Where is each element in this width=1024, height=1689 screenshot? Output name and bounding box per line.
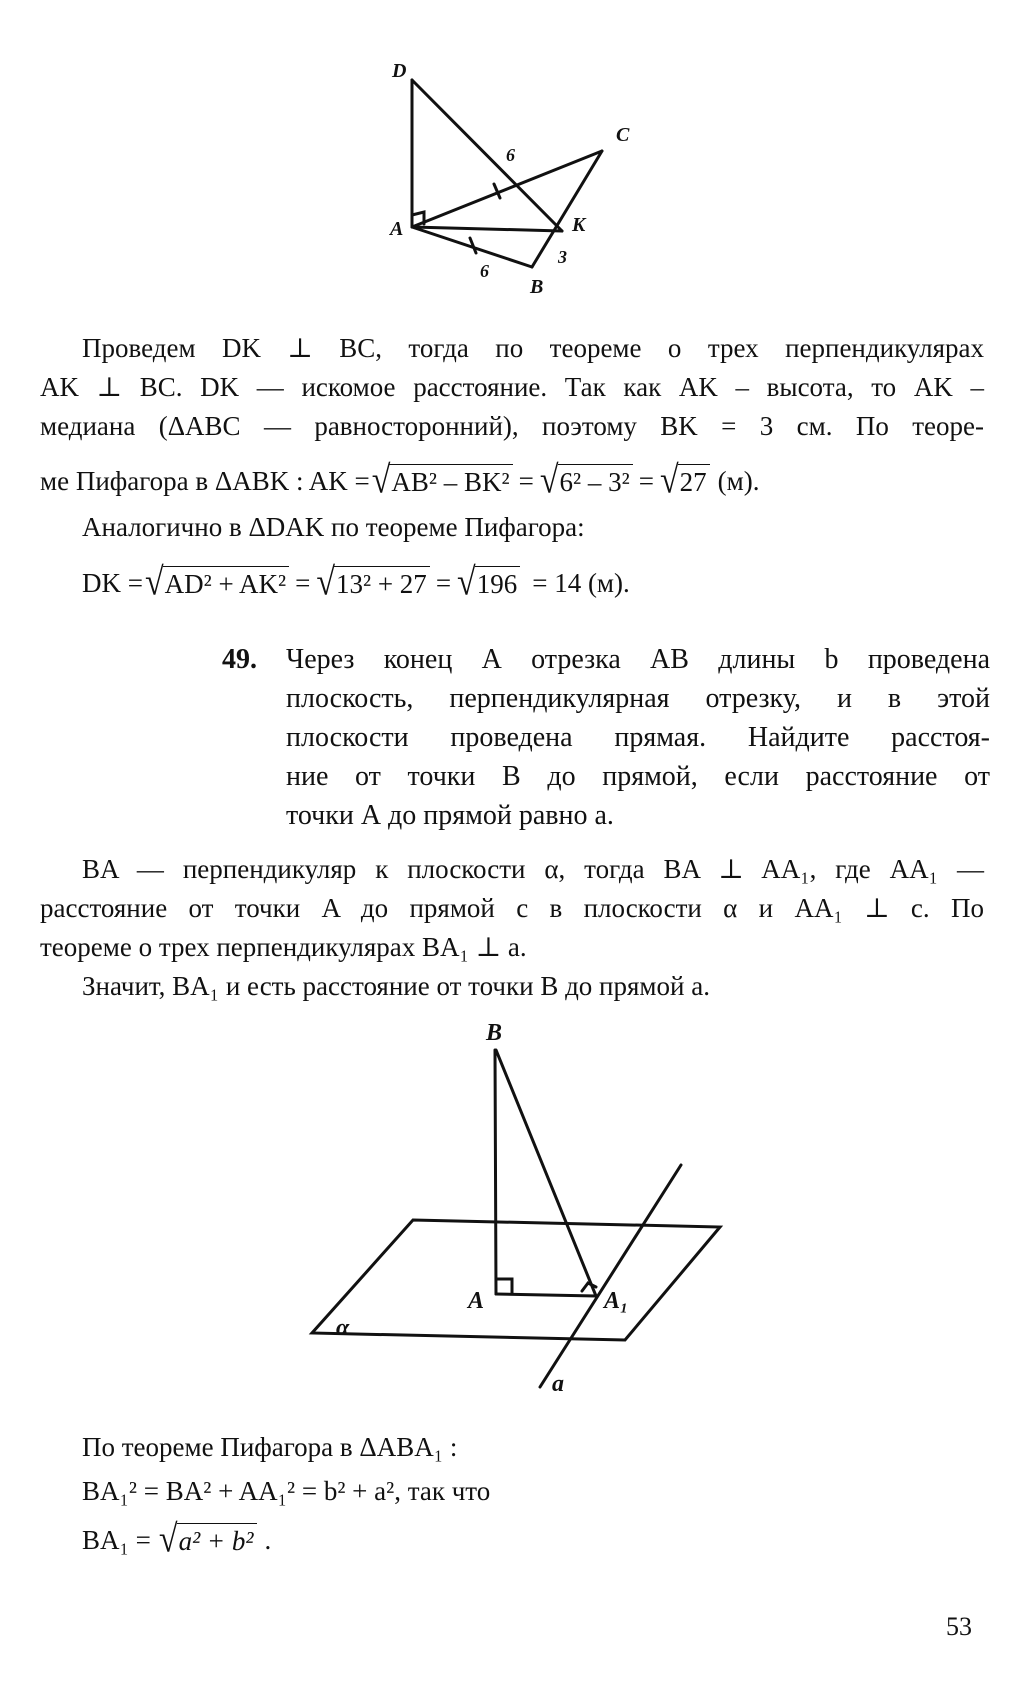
figure-plane	[300, 1015, 730, 1405]
problem-line: плоскости проведена прямая. Найдите расстоя-	[286, 722, 990, 753]
problem-line: Через конец А отрезка АВ длины b проведена	[286, 644, 990, 675]
sqrt-6-3: √ 6² – 3²	[540, 464, 633, 498]
problem-line: плоскость, перпендикулярная отрезку, и в этой	[286, 683, 990, 714]
sqrt-ad-ak: √ AD² + AK²	[145, 566, 289, 600]
formula-suffix: = 14 (м).	[532, 567, 630, 598]
sqrt-27: √ 27	[660, 464, 710, 498]
text-line: расстояние от точки A до прямой c в плоскости α и AA₁ ⊥ c. По	[40, 893, 984, 923]
text-line: BA₁² = BA² + AA₁² = b² + a², так что	[82, 1476, 491, 1506]
label-D: D	[392, 60, 407, 82]
equals-sign: =	[518, 465, 534, 496]
equals-sign: =	[295, 567, 311, 598]
label-alpha: α	[336, 1315, 350, 1341]
figure-pyramid	[370, 55, 650, 305]
formula-prefix: BA₁ =	[82, 1524, 151, 1555]
problem-line: ние от точки В до прямой, если расстояние от	[286, 761, 990, 792]
label-K: K	[572, 214, 586, 236]
text-line: Аналогично в ΔDAK по теореме Пифагора:	[82, 512, 585, 542]
formula-suffix: (м).	[717, 465, 760, 496]
text-line: AK ⊥ BC. DK — искомое расстояние. Так как AK – высота, то AK –	[40, 372, 984, 402]
text-line: медиана (ΔABC — равносторонний), поэтому BK = 3 см. По теоре-	[40, 411, 984, 441]
sqrt-13-27: √ 13² + 27	[316, 566, 430, 600]
formula-prefix: DK =	[82, 567, 143, 598]
problem-49	[222, 640, 990, 835]
equals-sign: =	[435, 567, 452, 598]
text-line: Значит, BA₁ и есть расстояние от точки B до прямой a.	[82, 971, 710, 1001]
formula-dk	[82, 558, 630, 608]
problem-line: точки А до прямой равно a.	[286, 800, 614, 831]
label-A: A	[468, 1288, 485, 1314]
formula-suffix: .	[264, 1524, 272, 1555]
mark-ab: 6	[480, 261, 489, 281]
formula-ak	[40, 456, 759, 506]
sqrt-196: √ 196	[457, 566, 520, 600]
label-B: B	[530, 276, 544, 298]
paragraph-analog	[82, 508, 782, 547]
sqrt-ab-bk: √ AB² – BK²	[372, 464, 513, 498]
text-line: BA — перпендикуляр к плоскости α, тогда BA ⊥ AA₁, где AA₁ —	[82, 854, 984, 884]
label-A1: A₁	[604, 1288, 629, 1314]
mark-bk: 3	[558, 247, 567, 267]
label-C: C	[616, 124, 630, 146]
paragraph-solution-48	[40, 329, 984, 446]
page-number: 53	[946, 1612, 972, 1641]
equals-sign: =	[638, 465, 654, 496]
mark-ck: 6	[506, 145, 515, 165]
label-A: A	[390, 218, 404, 240]
paragraph-final	[82, 1425, 882, 1513]
label-B: B	[486, 1020, 503, 1046]
sqrt-a2-b2: √ a² + b²	[159, 1523, 257, 1557]
text-line: теореме о трех перпендикулярах BA₁ ⊥ a.	[40, 932, 527, 962]
label-a: a	[552, 1371, 564, 1397]
text-line: По теореме Пифагора в ΔABA₁ :	[82, 1432, 458, 1462]
problem-number: 49.	[222, 644, 257, 675]
paragraph-solution-49	[40, 850, 984, 1006]
text-line: Проведем DK ⊥ BC, тогда по теореме о трех перпендикулярах	[82, 333, 984, 363]
formula-prefix: ме Пифагора в ΔABK : AK =	[40, 465, 370, 496]
formula-ba1	[82, 1515, 271, 1565]
